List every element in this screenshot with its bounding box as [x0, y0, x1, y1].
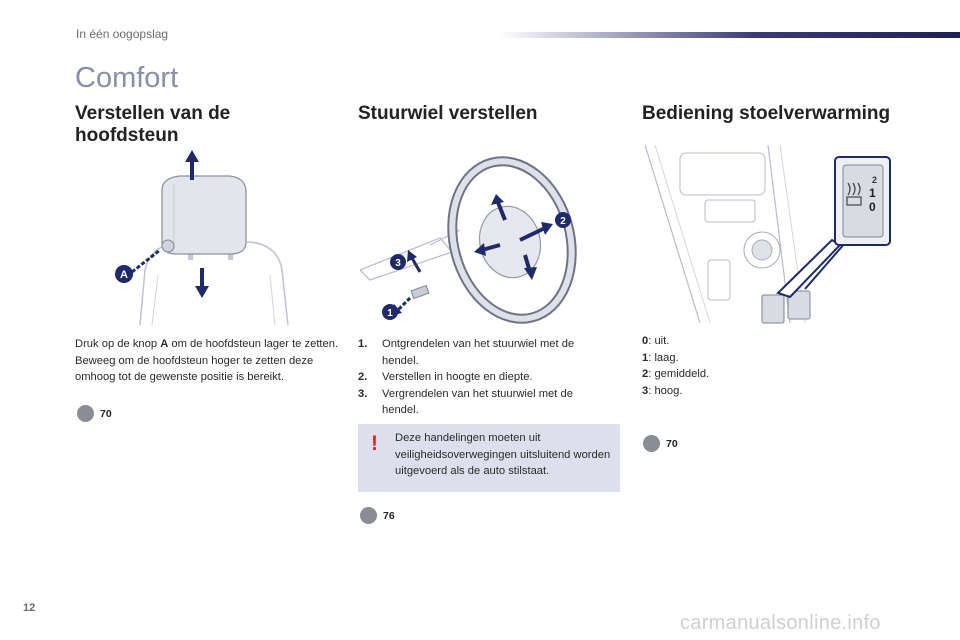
list-item: 3: hoog.	[642, 384, 683, 397]
seat-heating-page-ref[interactable]: 70	[643, 435, 678, 452]
warning-text: Deze handelingen moeten uit veiligheidsoverwegingen uitsluitend worden uitgevoerd als de auto stilstaat.	[395, 432, 611, 477]
list-item: 2: gemiddeld.	[642, 368, 710, 380]
page-ref-icon	[77, 405, 94, 422]
section-label: In één oogopslag	[76, 27, 169, 41]
list-item: 1: laag.	[642, 351, 679, 364]
list-item: 2. Verstellen in hoogte en diepte.	[358, 371, 533, 383]
headrest-description: Druk op de knop A om de hoofdsteun lager te zetten. Beweeg om de hoofdsteun hoger te zetten deze omhoog tot de gewenste positie is bereikt.	[75, 338, 339, 383]
steering-wheel-illustration	[360, 150, 580, 325]
marker-a: A	[120, 269, 128, 281]
seat-heating-title: Bediening stoelverwarming	[642, 103, 891, 124]
page-ref-icon	[643, 435, 660, 452]
list-item: 0: uit.	[642, 335, 670, 347]
page-number: 12	[23, 602, 36, 614]
steering-title: Stuurwiel verstellen	[358, 103, 538, 124]
steering-steps	[358, 336, 608, 419]
dial-mark-1: 1	[869, 186, 876, 200]
list-item: 3. Vergrendelen van het stuurwiel met de hendel.	[358, 387, 573, 416]
watermark: carmanualsonline.info	[680, 612, 881, 634]
marker-2: 2	[560, 216, 566, 227]
page-ref-icon	[360, 507, 377, 524]
headrest-title: Verstellen van de hoofdsteun	[75, 103, 231, 146]
warning-icon: !	[371, 432, 378, 455]
seat-heating-levels	[642, 333, 842, 399]
page-title: Comfort	[75, 62, 179, 94]
headrest-illustration	[100, 150, 300, 325]
list-item: 1. Ontgrendelen van het stuurwiel met de hendel.	[358, 338, 575, 367]
headrest-page-ref[interactable]: 70	[77, 405, 112, 422]
dial-mark-0: 0	[869, 200, 876, 214]
header-gradient-bar	[500, 32, 960, 38]
marker-3: 3	[395, 258, 401, 269]
steering-page-ref[interactable]: 76	[360, 507, 395, 524]
dial-mark-2: 2	[872, 175, 878, 185]
seat-heating-illustration	[640, 145, 900, 325]
marker-1: 1	[387, 308, 393, 319]
